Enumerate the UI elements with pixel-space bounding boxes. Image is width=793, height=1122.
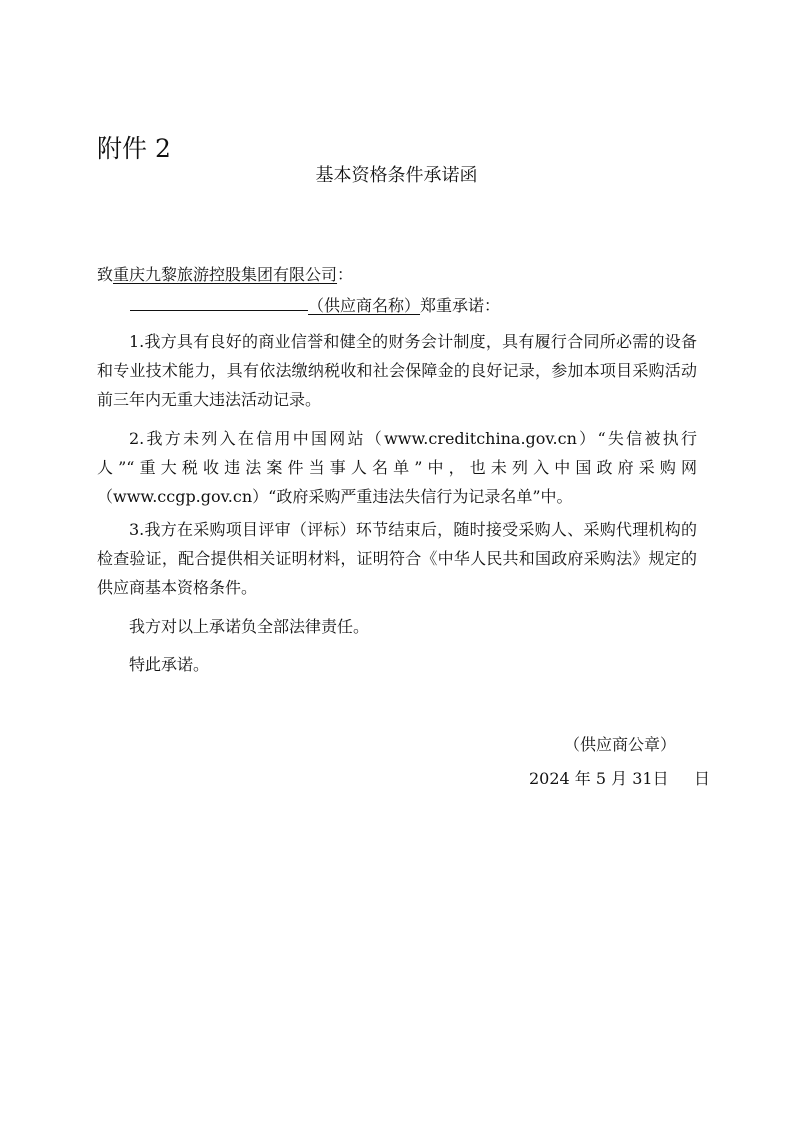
supplier-name-blank	[130, 292, 308, 311]
addressee-suffix: ：	[337, 265, 354, 284]
supplier-name-hint: （供应商名称）	[308, 296, 421, 315]
commitment-paragraph-3: 3.我方在采购项目评审（评标）环节结束后，随时接受采购人、采购代理机构的检查验证，配合提供相关证明材料，证明符合《中华人民共和国政府采购法》规定的供应商基本资格条件。	[97, 520, 697, 597]
supplier-seal-label: （供应商公章）	[564, 735, 677, 754]
legal-responsibility-statement: 我方对以上承诺负全部法律责任。	[129, 617, 370, 636]
document-title: 基本资格条件承诺函	[315, 165, 478, 186]
commitment-paragraph-1: 1.我方具有良好的商业信誉和健全的财务会计制度，具有履行合同所必需的设备和专业技术能力，具有依法缴纳税收和社会保障金的良好记录，参加本项目采购活动前三年内无重大违法活动记录。	[97, 332, 697, 409]
annex-label: 附件 2	[97, 134, 171, 163]
addressee-line	[97, 263, 353, 287]
addressee-prefix: 致	[97, 265, 114, 284]
closing-statement: 特此承诺。	[129, 655, 210, 674]
signature-date-text: 2024 年 5 月 31日 日	[529, 769, 711, 788]
commitment-intro: 郑重承诺：	[420, 296, 501, 315]
commitment-paragraph-2: 2.我方未列入在信用中国网站（www.creditchina.gov.cn）“失信被执行人”“重大税收违法案件当事人名单”中，也未列入中国政府采购网（www.ccgp.gov.cn）“政府采购严重违法失信行为记录名单”中。	[97, 429, 697, 506]
addressee-company: 重庆九黎旅游控股集团有限公司	[113, 265, 338, 284]
supplier-commitment-line	[130, 292, 500, 318]
signature-date	[529, 767, 710, 791]
